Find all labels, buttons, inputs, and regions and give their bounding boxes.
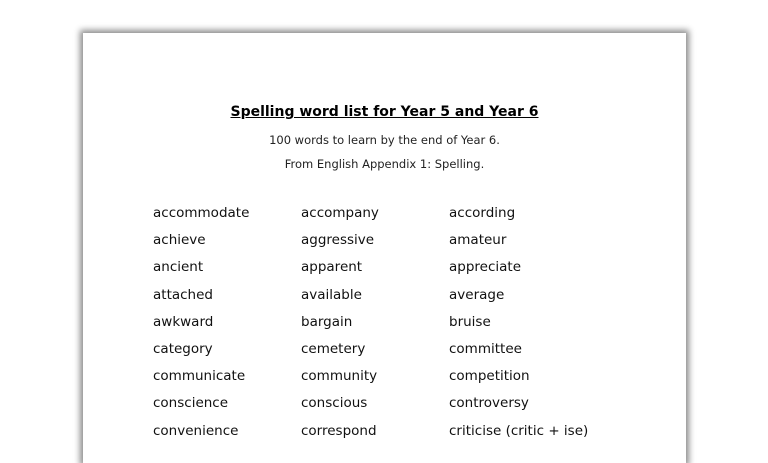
- word-item: aggressive: [301, 232, 375, 249]
- word-item: according: [449, 205, 516, 221]
- word-list: [153, 205, 619, 450]
- word-item: cemetery: [301, 340, 366, 357]
- word-item: committee: [449, 340, 522, 357]
- subtitle-line-1: 100 words to learn by the end of Year 6.: [269, 133, 500, 147]
- word-item: conscience: [153, 395, 229, 412]
- document-page: [83, 33, 686, 463]
- subtitle-line-2: From English Appendix 1: Spelling.: [284, 157, 485, 171]
- word-item: controversy: [449, 395, 529, 412]
- word-item: appreciate: [449, 259, 522, 276]
- word-item: criticise (critic + ise): [449, 422, 589, 439]
- word-item: average: [449, 286, 505, 303]
- word-item: convenience: [153, 422, 239, 439]
- word-item: attached: [153, 286, 213, 303]
- page-title: Spelling word list for Year 5 and Year 6: [230, 104, 539, 120]
- word-item: accommodate: [153, 205, 250, 221]
- word-item: available: [301, 286, 362, 303]
- word-item: apparent: [301, 259, 363, 276]
- word-item: accompany: [301, 205, 379, 221]
- word-item: amateur: [449, 232, 507, 249]
- word-item: conscious: [301, 395, 368, 412]
- word-item: bruise: [449, 313, 491, 330]
- word-item: community: [301, 368, 378, 385]
- word-item: awkward: [153, 313, 214, 330]
- word-item: achieve: [153, 232, 206, 249]
- word-item: correspond: [301, 422, 377, 439]
- word-item: category: [153, 340, 213, 357]
- word-item: competition: [449, 368, 530, 385]
- word-item: bargain: [301, 313, 353, 330]
- word-item: communicate: [153, 368, 246, 385]
- word-item: ancient: [153, 259, 204, 276]
